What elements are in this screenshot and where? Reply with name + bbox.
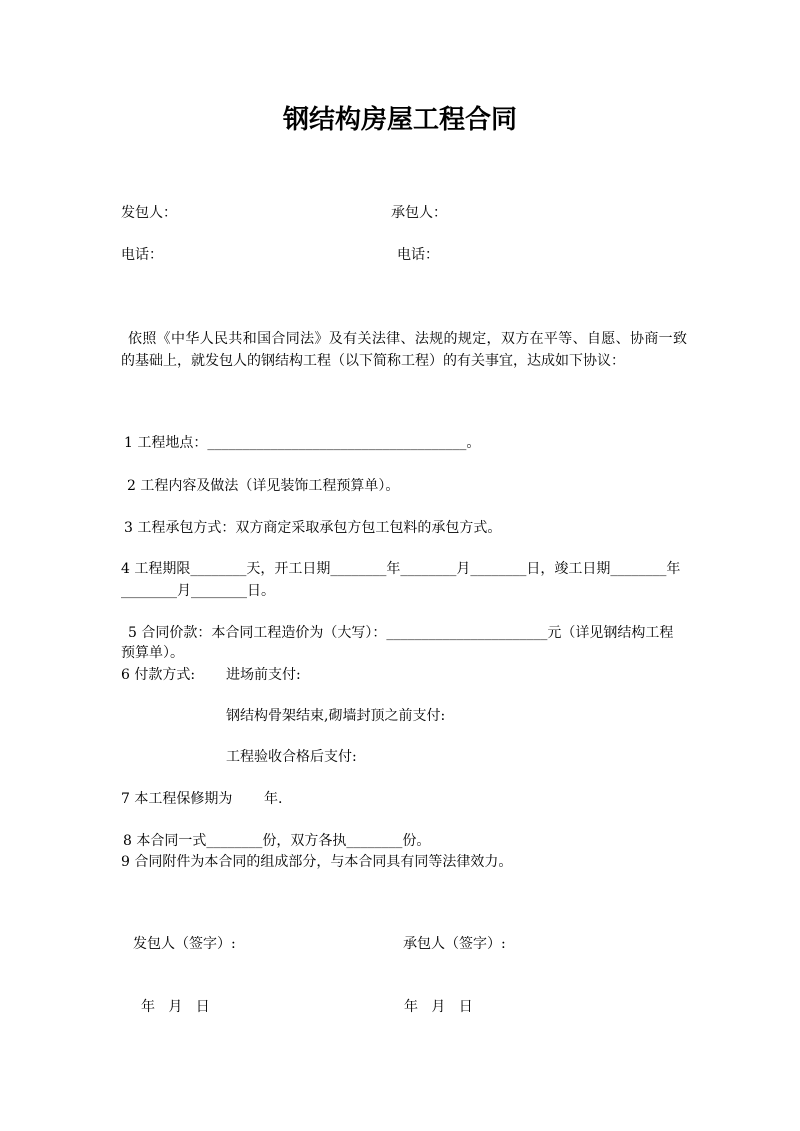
clause-1: 1 工程地点：_____________________________________。	[124, 435, 481, 451]
clause-7-label: 7 本工程保修期为	[121, 791, 233, 807]
clause-2: 2 工程内容及做法（详见装饰工程预算单）。	[127, 478, 400, 494]
preamble-paragraph: 依照《中华人民共和国合同法》及有关法律、法规的规定，双方在平等、自愿、协商一致的基础上，就发包人的钢结构工程（以下简称工程）的有关事宜，达成如下协议：	[121, 331, 687, 369]
clause-6-item-1: 进场前支付:	[226, 667, 301, 683]
contractor-label: 承包人：	[391, 205, 447, 221]
clause-5-line-2: 预算单）。	[121, 645, 184, 661]
clause-8: 8 本合同一式________份，双方各执________份。	[123, 833, 431, 849]
employer-label: 发包人：	[121, 205, 177, 221]
clause-5-line-1: 5 合同价款：本合同工程造价为（大写）：_______________________元（详见钢结构工程	[128, 625, 674, 641]
clause-3: 3 工程承包方式：双方商定采取承包方包工包料的承包方式。	[124, 520, 502, 536]
clause-9: 9 合同附件为本合同的组成部分，与本合同具有同等法律效力。	[121, 854, 513, 870]
clause-7-unit: 年.	[264, 791, 283, 807]
employer-phone-label: 电话：	[121, 247, 163, 263]
contractor-signature-label: 承包人（签字）:	[403, 936, 506, 952]
clause-6-item-2: 钢结构骨架结束,砌墙封顶之前支付:	[226, 708, 446, 724]
employer-date: 年 月 日	[141, 999, 210, 1015]
clause-6-label: 6 付款方式:	[121, 667, 196, 683]
employer-signature-label: 发包人（签字）:	[133, 936, 236, 952]
clause-4-line-1: 4 工程期限________天，开工日期________年________月________日，竣工日期________年	[121, 561, 681, 577]
contractor-date: 年 月 日	[404, 999, 473, 1015]
clause-4-line-2: ________月________日。	[121, 583, 275, 599]
contract-title: 钢结构房屋工程合同	[282, 105, 517, 135]
clause-6-item-3: 工程验收合格后支付:	[226, 749, 357, 765]
contractor-phone-label: 电话：	[397, 247, 439, 263]
